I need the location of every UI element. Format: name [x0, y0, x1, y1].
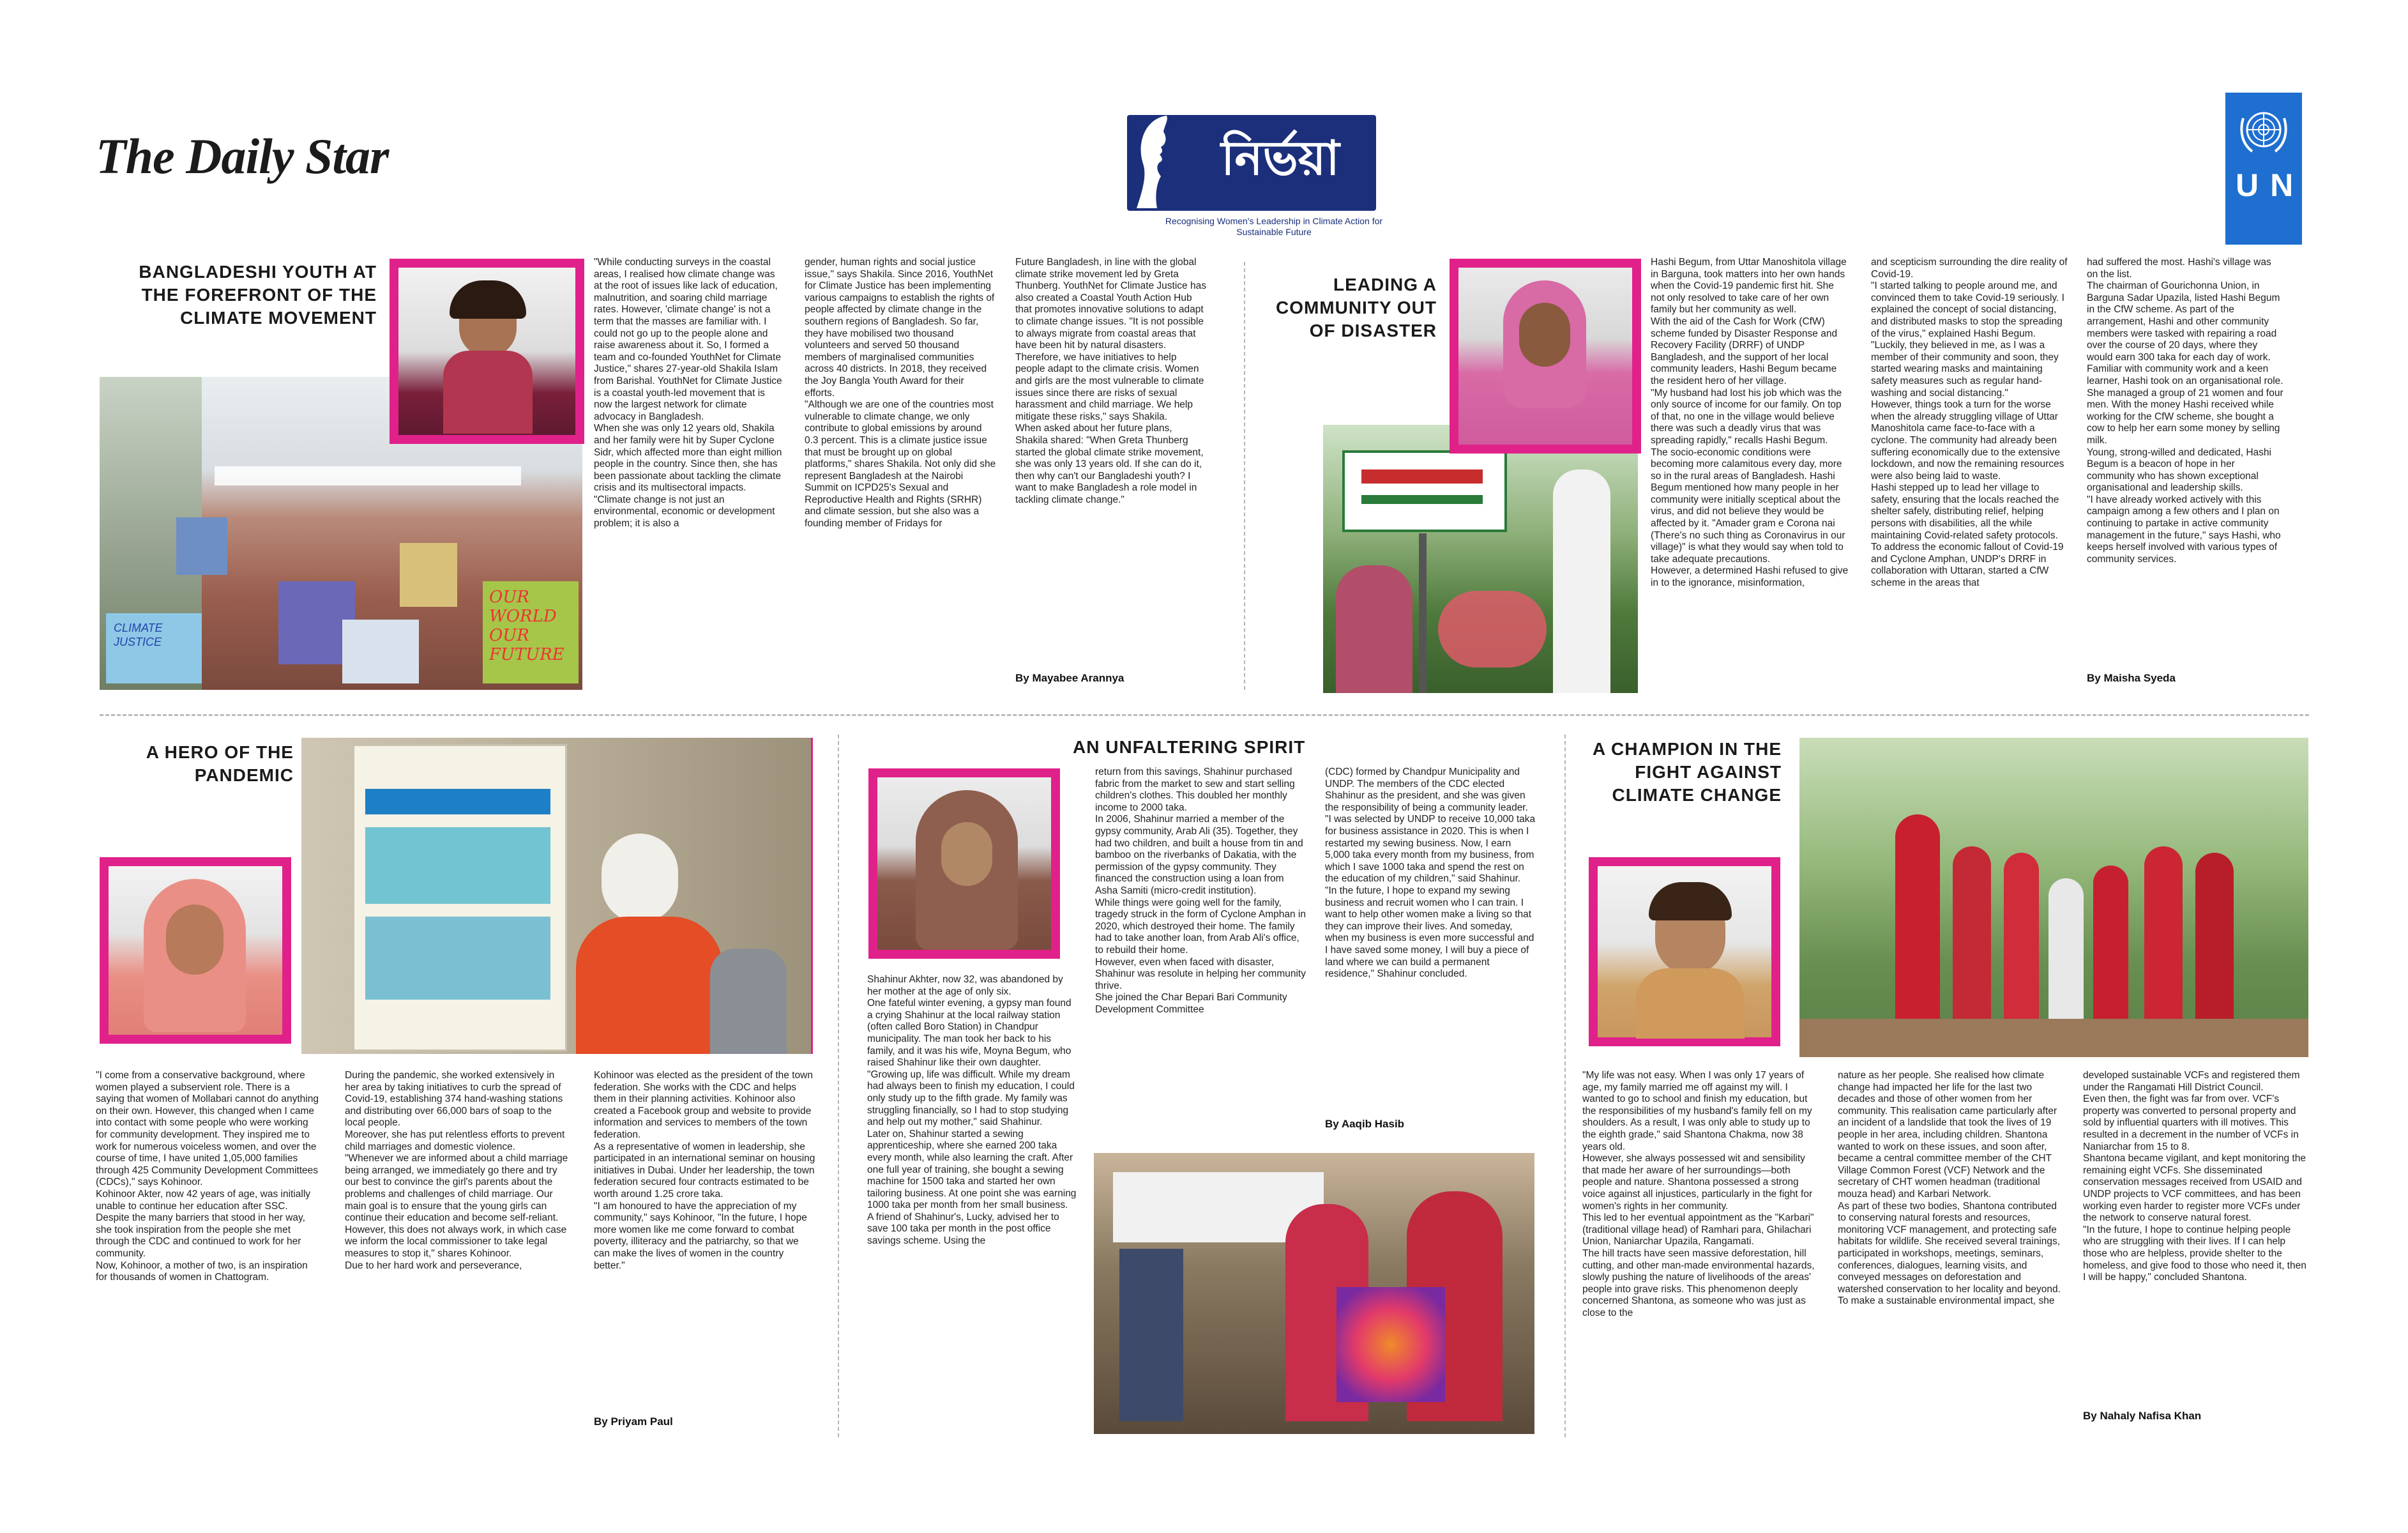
youth-byline: By Mayabee Arannya: [1015, 672, 1124, 684]
hero-poster-photo: [301, 738, 812, 1054]
champion-column-1: "My life was not easy. When I was only 17 years of age, my family married me off against my will. I wanted to go to school and finish my education, but the responsibilities of my husband's family fell on my shoulders. As a result, I was only able to study up to the eighth grade," said Shantona Chakma, now 38 years old. However, she always possessed wit and sensibility that made her aware of her surroundings—both people and nature. Shantona possessed a strong voice against all injustices, particularly in the fight for women's rights in her community. This led to her eventual appointment as the "Karbari" (traditional village head) of Ramhari para, Ghilachari Union, Naniarchar Upazila, Rangamati. The hill tracts have seen massive deforestation, hill cutting, and other man-made environmental hazards, slowly pushing the nature of livelihoods of the areas' people into grave risks. This phenomenon deeply concerned Shantona, as someone who was just as close to the: [1582, 1070, 1815, 1318]
hero-column-3: Kohinoor was elected as the president of the town federation. She works with the CDC and helps them in their planning activities. Kohinoor also created a Facebook group and website to provide information and services to members of the town federation. As a representative of women in leadership, she participated in an international seminar on housing initiatives in Dubai. Under her leadership, the town federation secured four contracts estimated to be worth around 1.25 crore taka. "I am honoured to have the appreciation of my community," says Kohinoor, "In the future, I hope more women like me come forward to combat poverty, illiteracy and the patriarchy, so that we can make the lives of women in the country better.": [594, 1070, 815, 1271]
hero-portrait: [100, 857, 291, 1044]
champion-group-photo: [1799, 738, 2308, 1057]
spirit-byline: By Aaqib Hasib: [1325, 1118, 1405, 1130]
hero-headline: A HERO OF THE PANDEMIC: [146, 742, 294, 785]
accent-line: [811, 738, 813, 1054]
spirit-headline: AN UNFALTERING SPIRIT: [1073, 737, 1306, 757]
spirit-column-3: (CDC) formed by Chandpur Municipality and UNDP. The members of the CDC elected Shahinur as the president, and she was given the responsibility of being a community leader. "I was selected by UNDP to receive 10,000 taka for business assistance in 2020. This is when I restarted my sewing business. Now, I earn 5,000 taka every month from my business, from which I save 1000 taka and spend the rest on the education of my children," said Shahinur. "In the future, I hope to expand my sewing business and recruit women who I can train. I want to help other women make a living so that they can improve their lives. And someday, when my business is even more successful and I have saved some money, I will buy a piece of land where we can build a permanent residence," Shahinur concluded.: [1325, 766, 1536, 980]
champion-portrait: [1589, 857, 1780, 1046]
community-garden-photo: [1323, 425, 1638, 693]
hero-byline: By Priyam Paul: [594, 1415, 673, 1428]
protest-sign-green: OUR WORLD OUR FUTURE: [483, 581, 579, 683]
undp-letters: UNDP: [2236, 167, 2372, 203]
protest-sign-blue: CLIMATE JUSTICE: [106, 613, 202, 683]
column-divider: [1564, 735, 1566, 1437]
champion-byline: By Nahaly Nafisa Khan: [2083, 1410, 2202, 1422]
hero-column-2: During the pandemic, she worked extensively in her area by taking initiatives to curb the spread of Covid-19, establishing 374 hand-washing stations and distributing over 66,000 bars of soap to the local people. Moreover, she has put relentless efforts to prevent child marriages and domestic violence. "Whenever we are informed about a child marriage being arranged, we immediately go there and try our best to convince the girl's parents about the problems and challenges of child marriage. Our main goal is to ensure that the young girls can continue their education and become self-reliant. However, this does not always work, in which case we inform the local commissioner to take legal measures to stop it," shares Kohinoor. Due to her hard work and perseverance,: [345, 1070, 568, 1271]
community-column-1: Hashi Begum, from Uttar Manoshitola village in Barguna, took matters into her own hands when the Covid-19 pandemic first hit. She not only resolved to take care of her own family but her community as well. With the aid of the Cash for Work (CfW) scheme funded by Disaster Response and Recovery Facility (DRRF) of UNDP Bangladesh, and the support of her local community leaders, Hashi Begum became the resident hero of her village. "My husband had lost his job which was the only source of income for our family. On top of that, no one in the village would believe there was such a deadly virus that was spreading rapidly," recalls Hashi Begum. The socio-economic conditions were becoming more calamitous every day, more so in the rural areas of Bangladesh. Hashi Begum mentioned how many people in her community were initially sceptical about the virus, and did not believe they would be affected by it. "Amader gram e Corona nai (There's no such thing as Coronavirus in our village)" is what they would say when told to take adequate precautions. However, a determined Hashi refused to give in to the ignorance, misinformation,: [1651, 257, 1849, 589]
youth-column-3: Future Bangladesh, in line with the global climate strike movement led by Greta Thunberg. YouthNet for Climate Justice has also created a Coastal Youth Action Hub that promotes innovative solutions to adapt to climate change issues. "It is not possible to always migrate from coastal areas that have been hit by natural disasters. Therefore, we have initiatives to help people adapt to the climate crisis. Women and girls are the most vulnerable to climate issues since there are risks of sexual harassment and child marriage. We help mitigate these risks," says Shakila. When asked about her future plans, Shakila shared: "When Greta Thunberg started the global climate strike movement, she was only 13 years old. If she can do it, then why can't our Bangladeshi youth? I want to make Bangladesh a role model in tackling climate change.": [1015, 257, 1206, 505]
spirit-sewing-photo: [1094, 1153, 1534, 1434]
youth-portrait: [390, 259, 584, 444]
campaign-title: নির্ভয়া: [1221, 131, 1340, 186]
spirit-column-1: Shahinur Akhter, now 32, was abandoned by her mother at the age of only six. One fateful winter evening, a gypsy man found a crying Shahinur at the local railway station (often called Boro Station) in Chandpur municipality. The man took her back to his family, and it was his wife, Moyna Begum, who raised Shahinur like their own daughter. "Growing up, life was difficult. While my dream had always been to finish my education, I could only study up to the fifth grade. My family was struggling financially, so I had to stop studying and help out my mother," said Shahinur. Later on, Shahinur started a sewing apprenticeship, where she earned 200 taka every month, while also learning the craft. After one full year of training, she bought a sewing machine for 1500 taka and started her own tailoring business. At one point she was earning 1000 taka per month from her small business. A friend of Shahinur's, Lucky, advised her to save 100 taka per month in the post office savings scheme. Using the: [867, 974, 1077, 1247]
column-divider: [1244, 262, 1245, 690]
column-divider: [838, 735, 839, 1437]
champion-headline: A CHAMPION IN THE FIGHT AGAINST CLIMATE CHANGE: [1593, 739, 1782, 805]
un-emblem-icon: [2232, 99, 2296, 163]
youth-column-2: gender, human rights and social justice issue," says Shakila. Since 2016, YouthNet for Climate Justice has been implementing various campaigns to establish the rights of people affected by climate change in the southern regions of Bangladesh. So far, they have mobilised two thousand volunteers and served 50 thousand members of marginalised communities across 40 districts. In 2018, they received the Joy Bangla Youth Award for their efforts. "Although we are one of the countries most vulnerable to climate change, we only contribute to global emissions by around 0.3 percent. This is a climate justice issue that must be brought up on global platforms," shares Shakila. Not only did she represent Bangladesh at the Nairobi Summit on ICPD25's Sexual and Reproductive Health and Rights (SRHR) and climate session, but she also was a founding member of Fridays for: [805, 257, 996, 530]
masthead-logo[interactable]: The Daily Star: [96, 128, 389, 184]
youth-headline: BANGLADESHI YOUTH AT THE FOREFRONT OF THE CLIMATE MOVEMENT: [139, 262, 377, 328]
community-column-2: and scepticism surrounding the dire reality of Covid-19. "I started talking to people around me, and convinced them to take Covid-19 seriously. I explained the concept of social distancing, and distributed masks to stop the spreading of the virus," explained Hashi Begum. "Luckily, they believed in me, as I was a member of their community and soon, they started wearing masks and maintaining safety measures such as regular hand-washing and social distancing." However, things took a turn for the worse when the already struggling village of Uttar Manoshitola came face-to-face with a cyclone. The community had already been suffering economically due to the extensive lockdown, and now the remaining resources were also being laid to waste. Hashi stepped up to lead her village to safety, ensuring that the locals reached the shelter safely, distributing relief, helping persons with disabilities, all the while maintaining Covid-related safety protocols. To address the economic fallout of Covid-19 and Cyclone Amphan, UNDP's DRRF in collaboration with Uttaran, started a CfW scheme in the areas that: [1871, 257, 2068, 589]
youth-column-1: "While conducting surveys in the coastal areas, I realised how climate change was at the root of issues like lack of education, malnutrition, and soaring child marriage rates. However, 'climate change' is not a term that the masses are familiar with. I could not go up to the people alone and raise awareness about it. So, I formed a team and co-founded YouthNet for Climate Justice," shares 27-year-old Shakila Islam from Barishal. YouthNet for Climate Justice is a coastal youth-led movement that is now the largest network for climate advocacy in Bangladesh. When she was only 12 years old, Shakila and her family were hit by Super Cyclone Sidr, which affected more than eight million people in the country. Since then, she has been passionate about tackling the climate crisis and its multisectoral impacts. "Climate change is not just an environmental, economic or development problem; it is also a: [594, 257, 782, 530]
campaign-subtitle: Recognising Women's Leadership in Climate Action for Sustainable Future: [1165, 216, 1383, 237]
community-portrait: [1450, 259, 1641, 454]
spirit-portrait: [868, 768, 1060, 959]
section-divider: [100, 714, 2309, 716]
spirit-column-2: return from this savings, Shahinur purchased fabric from the market to sew and start selling children's clothes. This doubled her monthly income to 2000 taka. In 2006, Shahinur married a member of the gypsy community, Arab Ali (35). Together, they had two children, and built a house from tin and bamboo on the riverbanks of Dakatia, with the permission of the gypsy community. They financed the construction using a loan from Asha Samiti (micro-credit institution). While things were going well for the family, tragedy struck in the form of Cyclone Amphan in 2020, which destroyed their home. The family had to take another loan, from Arab Ali's office, to rebuild their home. However, even when faced with disaster, Shahinur was resolute in helping her community thrive. She joined the Char Bepari Bari Community Development Committee: [1095, 766, 1306, 1015]
champion-column-3: developed sustainable VCFs and registered them under the Rangamati Hill District Council. Even then, the fight was far from over. VCF's property was converted to personal property and sold by influential quarters with ill motives. This resulted in a decrement in the number of VCFs in Naniarchar from 15 to 8. Shantona became vigilant, and kept monitoring the remaining eight VCFs. She disseminated conservation messages received from USAID and UNDP projects to VCF committees, and has been working even harder to register more VCFs under the network to conserve natural forest. "In the future, I hope to continue helping people who are struggling with their lives. If I can help those who are helpless, provide shelter to the homeless, and give food to those who need it, then I will be happy," concluded Shantona.: [2083, 1070, 2306, 1283]
hero-column-1: "I come from a conservative background, where women played a subservient role. There is a saying that women of Mollabari cannot do anything on their own. However, this changed when I came into contact with some people who were working for community development. They inspired me to work for numerous voiceless women, and over the course of time, I have united 1,05,000 families through 425 Community Development Committees (CDCs)," says Kohinoor. Kohinoor Akter, now 42 years of age, was initially unable to continue her education after SSC. Despite the many barriers that stood in her way, she took inspiration from the people she met through the CDC and continued to work for her community. Now, Kohinoor, a mother of two, is an inspiration for thousands of women in Chattogram.: [96, 1070, 319, 1283]
champion-column-2: nature as her people. She realised how climate change had impacted her life for the last two decades and those of other women from her community. This realisation came particularly after an incident of a landslide that took the lives of 19 people in her area, including children. Shantona wanted to work on these issues, and soon after, became a central committee member of the CHT Village Common Forest (VCF) Network and the secretary of CHT women headman (traditional mouza head) and Karbari Network. As part of these two bodies, Shantona contributed to conserving natural forests and resources, monitoring VCF management, and protecting safe habitats for wildlife. She received several trainings, participated in workshops, meetings, seminars, conferences, dialogues, learning visits, and conveyed messages on deforestation and watershed conservation to her locality and beyond. To make a sustainable environmental impact, she: [1838, 1070, 2061, 1307]
community-byline: By Maisha Syeda: [2087, 672, 2176, 684]
community-column-3: had suffered the most. Hashi's village was on the list. The chairman of Gourichonna Union, in Barguna Sadar Upazila, listed Hashi Begum in the CfW scheme. As part of the arrangement, Hashi and other community members were tasked with repairing a road over the course of 20 days, where they would earn 300 taka for each day of work. Familiar with community work and a keen learner, Hashi took on an organisational role. She managed a group of 21 women and four men. With the money Hashi received while working for the CfW scheme, she bought a cow to help her earn some money by selling milk. Young, strong-willed and dedicated, Hashi Begum is a beacon of hope in her community who has shown exceptional organisational and leadership skills. "I have already worked actively with this campaign among a few others and I plan on continuing to partake in active community management in the future," says Hashi, who keeps herself involved with various types of community services.: [2087, 257, 2283, 565]
community-headline: LEADING A COMMUNITY OUT OF DISASTER: [1275, 275, 1437, 340]
woman-profile-icon: [1132, 112, 1176, 215]
